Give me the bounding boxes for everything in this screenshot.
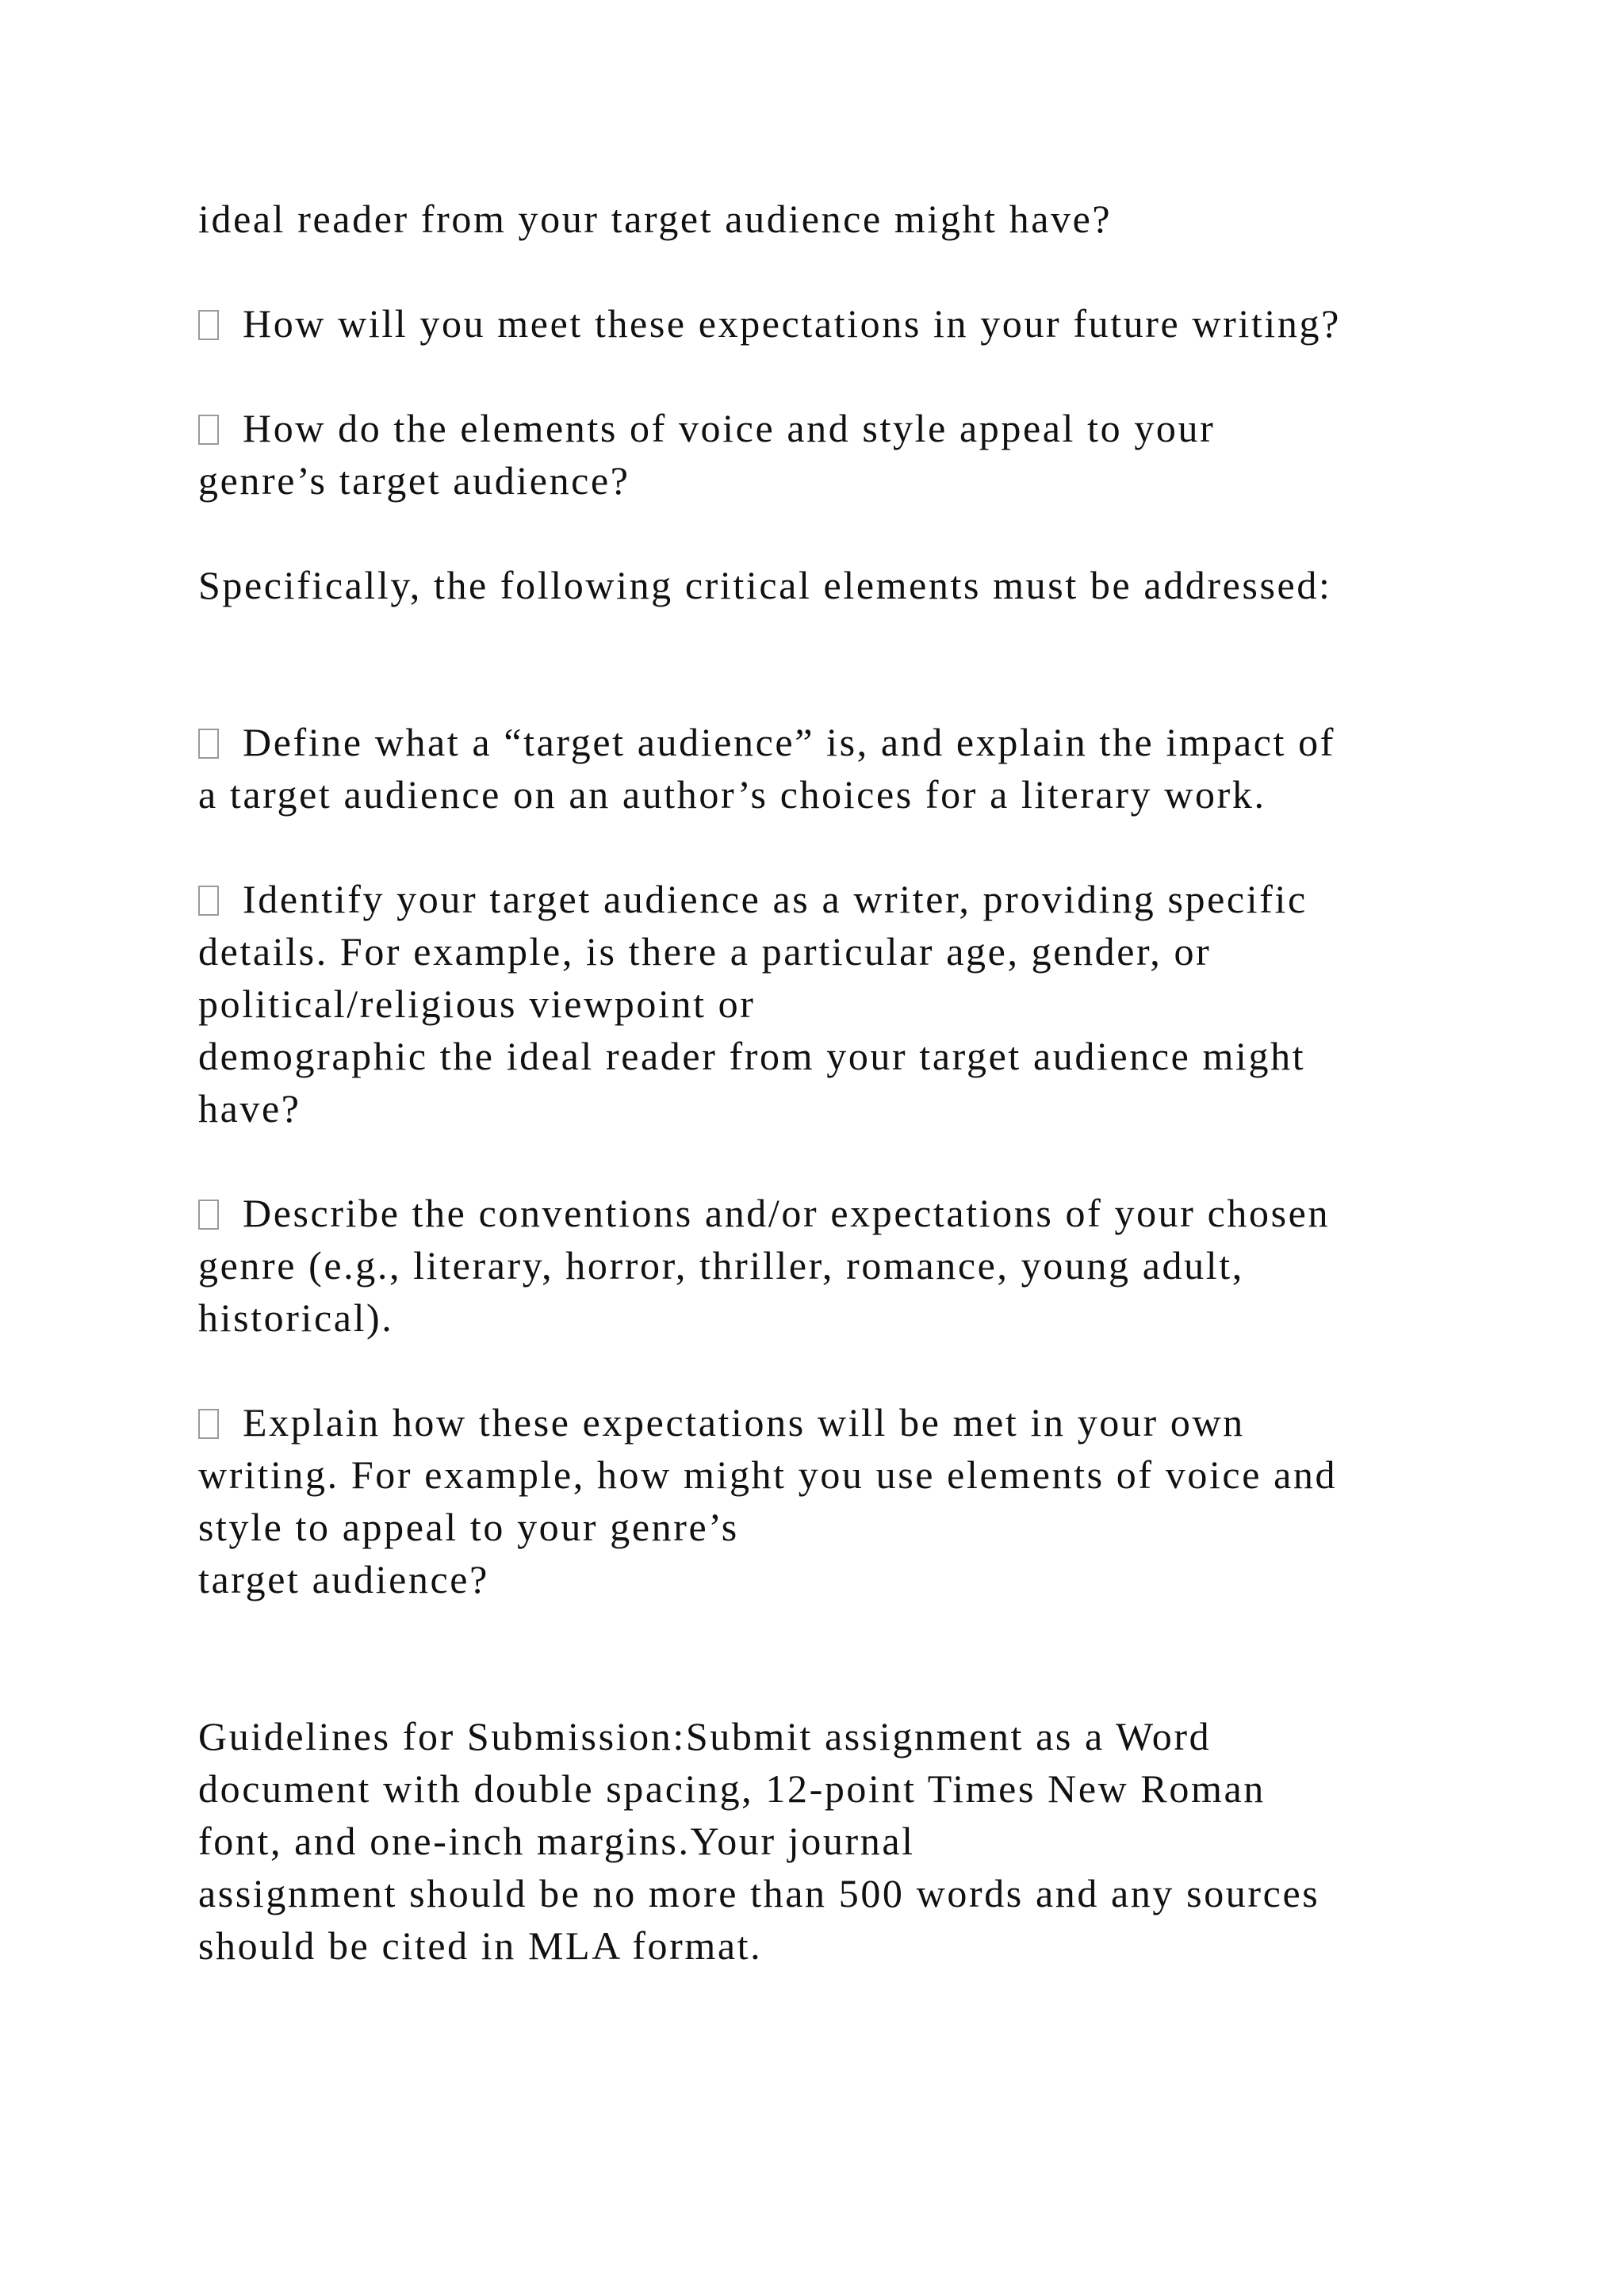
text-line: Specifically, the following critical elements must be addressed: (198, 563, 1332, 607)
text-line: font, and one-inch margins.Your journal (198, 1819, 915, 1863)
text-line: writing. For example, how might you use elements of voice and (198, 1452, 1338, 1497)
text-line: genre’s target audience? (198, 458, 630, 503)
bullet-box-icon (198, 1200, 219, 1230)
bullet-item-define-target-audience (198, 716, 1467, 821)
bullet-item-meet-in-writing (198, 1396, 1467, 1605)
text-line: Define what a “target audience” is, and explain the impact of (243, 720, 1335, 764)
text-line: Explain how these expectations will be met in your own (243, 1400, 1245, 1445)
text-line: have? (198, 1086, 301, 1131)
text-line: Guidelines for Submission:Submit assignment as a Word (198, 1714, 1212, 1758)
text-line: assignment should be no more than 500 words and any sources (198, 1871, 1320, 1915)
text-line: Identify your target audience as a writer, providing specific (243, 877, 1308, 921)
text-line: How will you meet these expectations in your future writing? (243, 301, 1341, 346)
paragraph-continuation (198, 193, 1467, 245)
text-line: details. For example, is there a particular age, gender, or (198, 929, 1212, 974)
text-line: Describe the conventions and/or expectations of your chosen (243, 1191, 1331, 1235)
bullet-box-icon (198, 310, 219, 340)
bullet-box-icon (198, 886, 219, 916)
text-line: political/religious viewpoint or (198, 982, 756, 1026)
bullet-item-voice-style (198, 402, 1467, 507)
bullet-box-icon (198, 1409, 219, 1439)
submission-guidelines (198, 1710, 1467, 1972)
bullet-box-icon (198, 415, 219, 445)
document-page (198, 193, 1467, 1972)
bullet-item-meet-expectations (198, 297, 1467, 350)
bullet-box-icon (198, 729, 219, 759)
bullet-item-identify-audience (198, 873, 1467, 1135)
text-line: target audience? (198, 1557, 489, 1601)
text-line: style to appeal to your genre’s (198, 1505, 739, 1549)
text-line: ideal reader from your target audience might have? (198, 197, 1113, 241)
text-line: should be cited in MLA format. (198, 1923, 763, 1968)
bullet-item-genre-conventions (198, 1187, 1467, 1344)
text-line: a target audience on an author’s choices for a literary work. (198, 772, 1266, 817)
text-line: genre (e.g., literary, horror, thriller, romance, young adult, (198, 1243, 1244, 1288)
critical-elements-intro (198, 559, 1467, 611)
text-line: How do the elements of voice and style appeal to your (243, 406, 1216, 450)
text-line: document with double spacing, 12-point Times New Roman (198, 1766, 1266, 1811)
text-line: historical). (198, 1295, 394, 1340)
text-line: demographic the ideal reader from your target audience might (198, 1034, 1306, 1078)
